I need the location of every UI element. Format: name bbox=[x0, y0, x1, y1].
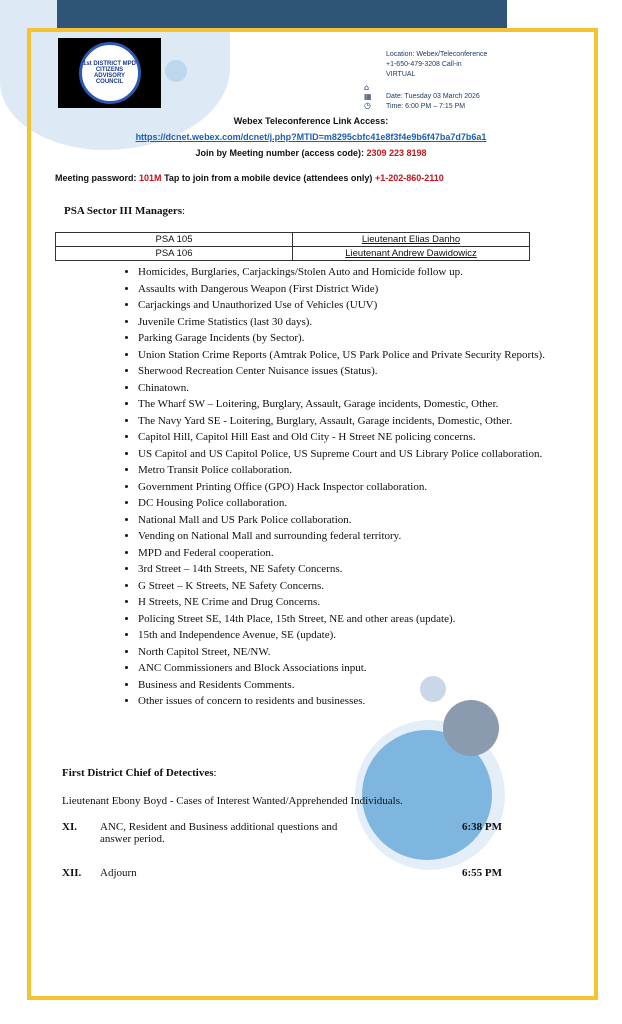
location: Location: Webex/Teleconference bbox=[386, 51, 488, 58]
psa-title-text: PSA Sector III Managers bbox=[64, 205, 183, 217]
date: Date: Tuesday 03 March 2026 bbox=[386, 93, 480, 100]
webex-link[interactable]: https://dcnet.webex.com/dcnet/j.php?MTID=m8295cbfc41e8f3f4e9b6f47ba7d7b6a1 bbox=[135, 132, 487, 142]
manager-cell: Lieutenant Elias Danho bbox=[293, 233, 530, 247]
list-item: • Juvenile Crime Statistics (last 30 days). bbox=[138, 314, 565, 331]
header-band bbox=[57, 0, 507, 30]
list-item: • Government Printing Office (GPO) Hack Inspector collaboration. bbox=[138, 479, 565, 496]
calendar-icon: ▦ bbox=[364, 92, 372, 101]
mobile-label: Tap to join from a mobile device (attendees only) bbox=[164, 173, 373, 183]
psa-title: PSA Sector III Managers: bbox=[64, 205, 186, 217]
list-item: • Parking Garage Incidents (by Sector). bbox=[138, 330, 565, 347]
logo-seal: 1st DISTRICT MPD CITIZENS ADVISORY COUNCIL bbox=[79, 42, 141, 104]
agenda-time: 6:55 PM bbox=[461, 867, 502, 879]
list-item: • Chinatown. bbox=[138, 380, 565, 397]
list-item: • The Wharf SW – Loitering, Burglary, Assault, Garage incidents, Domestic, Other. bbox=[138, 396, 565, 413]
list-item: • Homicides, Burglaries, Carjackings/Stolen Auto and Homicide follow up. bbox=[138, 264, 565, 281]
list-item: • ANC Commissioners and Block Associations input. bbox=[138, 660, 565, 677]
list-item: • Other issues of concern to residents and businesses. bbox=[138, 693, 565, 710]
agenda-num: XII. bbox=[62, 867, 82, 879]
agenda-time: 6:38 PM bbox=[461, 821, 502, 833]
psa-table bbox=[55, 232, 530, 261]
list-item: • Union Station Crime Reports (Amtrak Police, US Park Police and Private Security Reports). bbox=[138, 347, 565, 364]
list-item: • 15th and Independence Avenue, SE (update). bbox=[138, 627, 565, 644]
list-item: • Carjackings and Unauthorized Use of Vehicles (UUV) bbox=[138, 297, 565, 314]
list-item: • Capitol Hill, Capitol Hill East and Old City - H Street NE policing concerns. bbox=[138, 429, 565, 446]
manager-cell: Lieutenant Andrew Dawidowicz bbox=[293, 247, 530, 261]
council-logo bbox=[58, 38, 161, 108]
list-item: • North Capitol Street, NE/NW. bbox=[138, 644, 565, 661]
info-icons bbox=[364, 83, 372, 110]
password-line bbox=[55, 173, 575, 183]
list-item: • Metro Transit Police collaboration. bbox=[138, 462, 565, 479]
list-item: • G Street – K Streets, NE Safety Concerns. bbox=[138, 578, 565, 595]
psa-cell: PSA 106 bbox=[56, 247, 293, 261]
meeting-info bbox=[386, 50, 576, 112]
mobile-number: +1-202-860-2110 bbox=[374, 173, 444, 183]
detectives-text: Lieutenant Ebony Boyd - Cases of Interest Wanted/Apprehended Individuals. bbox=[62, 795, 403, 807]
list-item: • MPD and Federal cooperation. bbox=[138, 545, 565, 562]
agenda-num: XI. bbox=[62, 821, 77, 833]
detectives-title-text: First District Chief of Detectives bbox=[62, 767, 214, 779]
detectives-title: First District Chief of Detectives: bbox=[62, 767, 217, 779]
join-code: 2309 223 8198 bbox=[366, 148, 427, 158]
agenda-text: Adjourn bbox=[100, 867, 137, 879]
table-row bbox=[56, 233, 530, 247]
mode: VIRTUAL bbox=[386, 71, 416, 78]
home-icon: ⌂ bbox=[364, 83, 370, 92]
list-item: • Business and Residents Comments. bbox=[138, 677, 565, 694]
clock-icon: ◷ bbox=[364, 101, 371, 110]
join-line bbox=[40, 148, 582, 158]
table-row bbox=[56, 247, 530, 261]
list-item: • 3rd Street – 14th Streets, NE Safety Concerns. bbox=[138, 561, 565, 578]
call-in: +1-650-479-3208 Call-in bbox=[386, 61, 462, 68]
list-item: • National Mall and US Park Police collaboration. bbox=[138, 512, 565, 529]
pw-value: 101M bbox=[139, 173, 162, 183]
list-item: • Policing Street SE, 14th Place, 15th Street, NE and other areas (update). bbox=[138, 611, 565, 628]
topic-list bbox=[120, 264, 565, 710]
psa-cell: PSA 105 bbox=[56, 233, 293, 247]
time: Time: 6:00 PM – 7:15 PM bbox=[386, 103, 466, 110]
list-item: • The Navy Yard SE - Loitering, Burglary, Assault, Garage incidents, Domestic, Other. bbox=[138, 413, 565, 430]
list-item: • H Streets, NE Crime and Drug Concerns. bbox=[138, 594, 565, 611]
agenda-text: ANC, Resident and Business additional questions and answer period. bbox=[100, 821, 338, 845]
list-item: • Vending on National Mall and surrounding federal territory. bbox=[138, 528, 565, 545]
list-item: • Sherwood Recreation Center Nuisance issues (Status). bbox=[138, 363, 565, 380]
webex-title: Webex Teleconference Link Access: bbox=[233, 116, 389, 126]
list-item: • DC Housing Police collaboration. bbox=[138, 495, 565, 512]
join-label: Join by Meeting number (access code): bbox=[195, 148, 364, 158]
pw-label: Meeting password: bbox=[55, 173, 137, 183]
list-item: • Assaults with Dangerous Weapon (First District Wide) bbox=[138, 281, 565, 298]
list-item: • US Capitol and US Capitol Police, US Supreme Court and US Library Police collaboration. bbox=[138, 446, 565, 463]
